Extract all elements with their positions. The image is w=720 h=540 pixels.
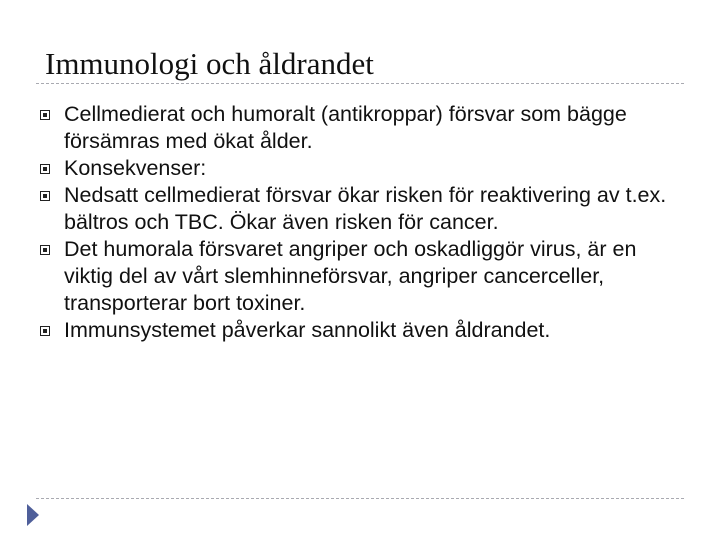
bullet-item — [36, 317, 686, 344]
bullet-item — [36, 101, 686, 155]
bullet-item — [36, 182, 686, 236]
square-bullet-icon — [40, 245, 50, 255]
bullet-text: Nedsatt cellmedierat försvar ökar risken för reaktivering av t.ex. bältros och TBC. Ökar även risken för cancer. — [64, 183, 667, 234]
square-bullet-icon — [40, 191, 50, 201]
square-bullet-icon — [40, 326, 50, 336]
square-bullet-icon — [40, 164, 50, 174]
bullet-item — [36, 155, 686, 182]
slide-title: Immunologi och åldrandet — [45, 46, 374, 81]
footer-divider — [36, 498, 684, 499]
title-divider — [36, 83, 684, 84]
bullet-text: Konsekvenser: — [64, 156, 207, 180]
bullet-text: Cellmedierat och humoralt (antikroppar) försvar som bägge försämras med ökat ålder. — [64, 102, 627, 153]
bullet-item — [36, 236, 686, 317]
bullet-list — [36, 101, 686, 344]
square-bullet-icon — [40, 110, 50, 120]
bullet-text: Det humorala försvaret angriper och oskadliggör virus, är en viktig del av vårt slemhinneförsvar, angriper cancerceller, transporterar bort toxiner. — [64, 237, 637, 315]
play-arrow-icon[interactable] — [27, 504, 39, 526]
bullet-text: Immunsystemet påverkar sannolikt även åldrandet. — [64, 318, 551, 342]
